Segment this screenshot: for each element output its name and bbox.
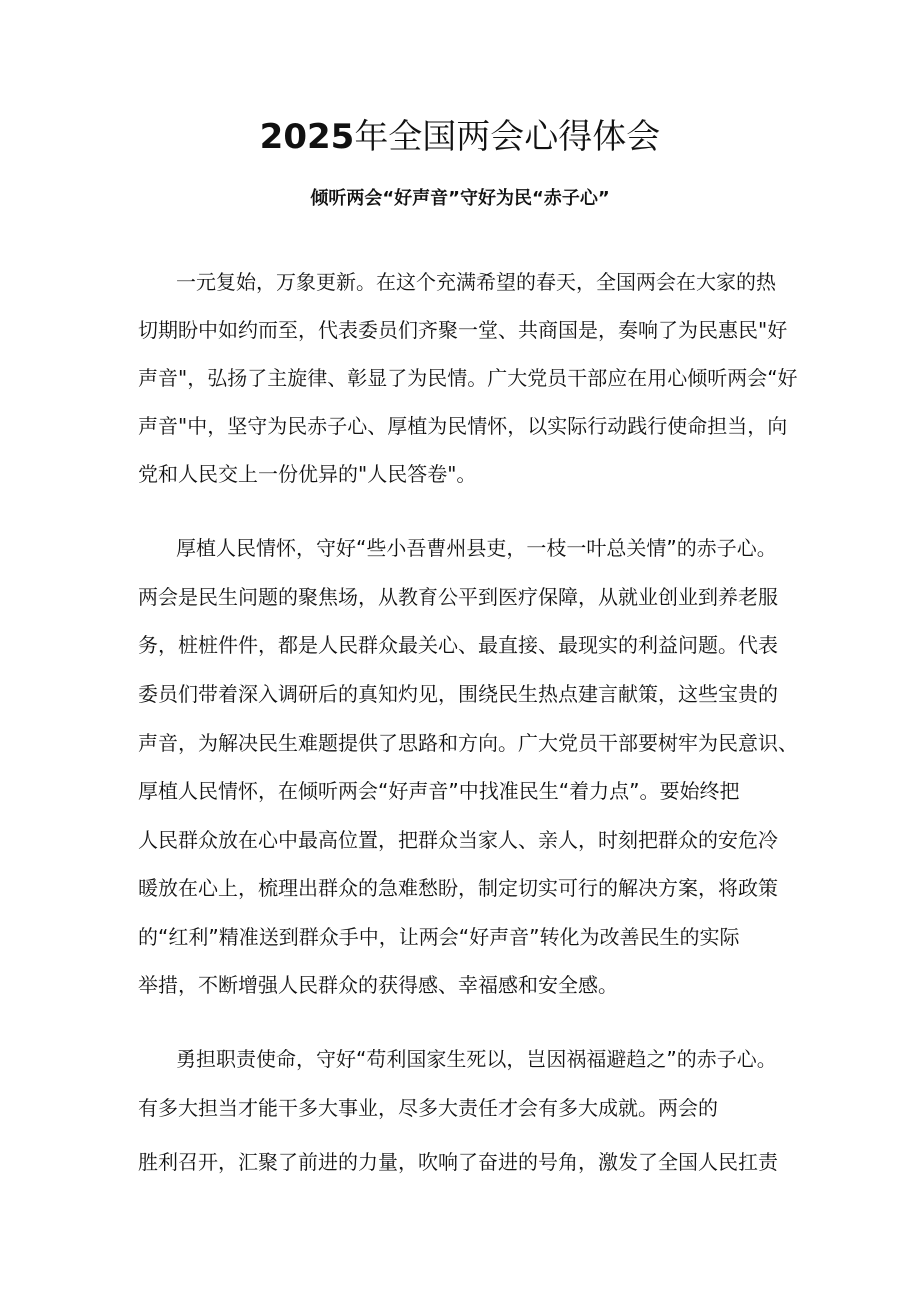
paragraph-1-line-4: 声音"中，坚守为民赤子心、厚植为民情怀，以实际行动践行使命担当，向 (138, 414, 788, 438)
paragraph-1-line-1: 一元复始，万象更新。在这个充满希望的春天，全国两会在大家的热 (176, 270, 776, 294)
document-title (0, 112, 920, 162)
paragraph-2-line-9: 的“红利”精准送到群众手中，让两会“好声音”转化为改善民生的实际 (138, 925, 740, 949)
paragraph-3-line-3: 胜利召开，汇聚了前进的力量，吹响了奋进的号角，激发了全国人民扛责 (138, 1150, 778, 1174)
paragraph-2-line-5: 声音，为解决民生难题提供了思路和方向。广大党员干部要树牢为民意识、 (138, 731, 798, 755)
paragraph-1-line-5: 党和人民交上一份优异的"人民答卷"。 (138, 462, 477, 486)
paragraph-1-line-2: 切期盼中如约而至，代表委员们齐聚一堂、共商国是，奏响了为民惠民"好 (138, 318, 788, 342)
paragraph-2-line-1: 厚植人民情怀，守好“些小吾曹州县吏，一枝一叶总关情”的赤子心。 (176, 536, 777, 560)
paragraph-2-line-3: 务，桩桩件件，都是人民群众最关心、最直接、最现实的利益问题。代表 (138, 633, 778, 657)
title-text: 年全国两会心得体会 (354, 117, 661, 157)
title-year: 2025 (259, 117, 355, 157)
paragraph-2-line-2: 两会是民生问题的聚焦场，从教育公平到医疗保障，从就业创业到养老服 (138, 585, 778, 609)
paragraph-2-line-8: 暖放在心上，梳理出群众的急难愁盼，制定切实可行的解决方案，将政策 (138, 876, 778, 900)
paragraph-2-line-4: 委员们带着深入调研后的真知灼见，围绕民生热点建言献策，这些宝贵的 (138, 682, 778, 706)
paragraph-3-line-1: 勇担职责使命，守好“苟利国家生死以，岂因祸福避趋之”的赤子心。 (176, 1047, 777, 1071)
paragraph-2-line-6: 厚植人民情怀，在倾听两会“好声音”中找准民生“着力点”。要始终把 (138, 779, 740, 803)
paragraph-2-line-10: 举措，不断增强人民群众的获得感、幸福感和安全感。 (138, 973, 618, 997)
paragraph-2-line-7: 人民群众放在心中最高位置，把群众当家人、亲人，时刻把群众的安危冷 (138, 828, 778, 852)
paragraph-1-line-3: 声音"，弘扬了主旋律、彰显了为民情。广大党员干部应在用心倾听两会“好 (138, 366, 798, 390)
document-subtitle: 倾听两会“好声音”守好为民“赤子心” (310, 188, 610, 209)
paragraph-3-line-2: 有多大担当才能干多大事业，尽多大责任才会有多大成就。两会的 (138, 1096, 718, 1120)
